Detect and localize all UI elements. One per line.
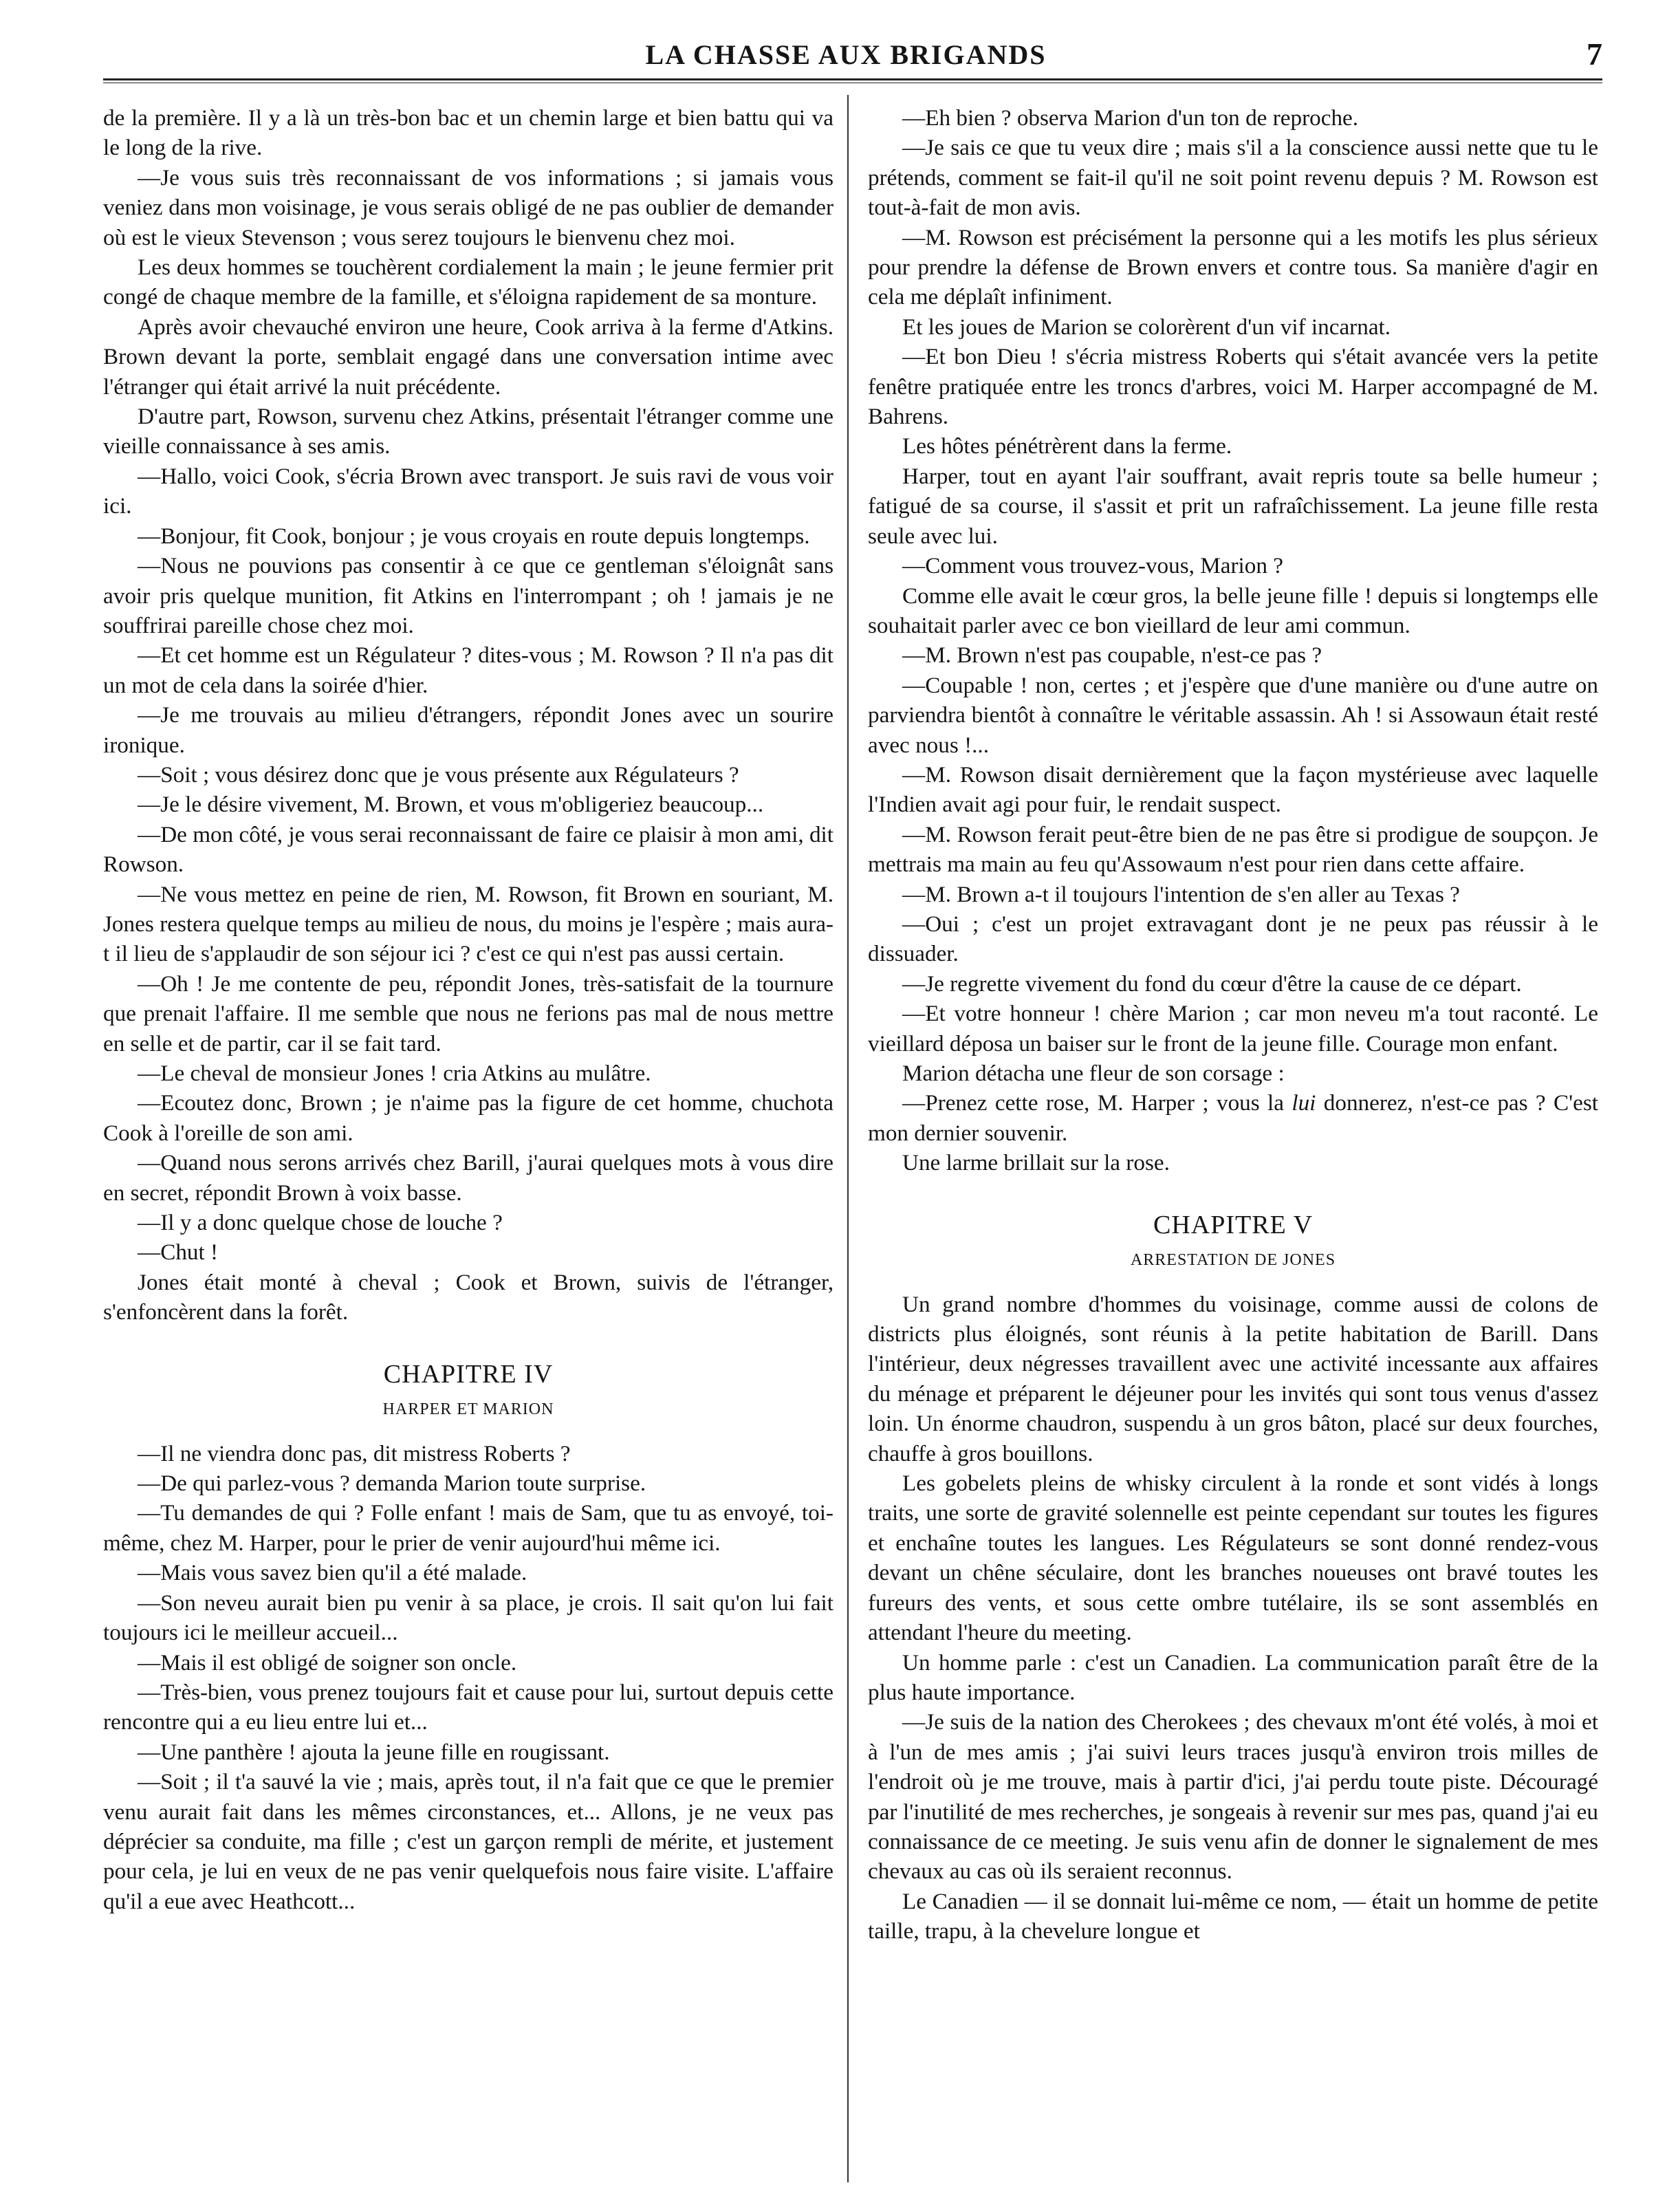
paragraph: Un homme parle : c'est un Canadien. La communication paraît être de la plus haute importance. [868,1649,1598,1705]
paragraph: —Soit ; vous désirez donc que je vous présente aux Régulateurs ? [138,761,739,788]
page-number: 7 [1587,36,1602,72]
paragraph: —Une panthère ! ajouta la jeune fille en rougissant. [138,1739,610,1765]
paragraph: —M. Rowson ferait peut-être bien de ne pas être si prodigue de soupçon. Je mettrais ma main au feu qu'Assowaum n'est pour rien dans cette affaire. [868,821,1598,878]
paragraph: —Hallo, voici Cook, s'écria Brown avec transport. Je suis ravi de vous voir ici. [103,463,834,519]
paragraph: —Quand nous serons arrivés chez Barill, j'aurai quelques mots à vous dire en secret, répondit Brown à voix basse. [103,1150,834,1206]
paragraph: Harper, tout en ayant l'air souffrant, avait repris toute sa belle humeur ; fatigué de sa course, il s'assit et prit un rafraîchissement. La jeune fille resta seule avec lui. [868,463,1598,549]
paragraph: —M. Rowson disait dernièrement que la façon mystérieuse avec laquelle l'Indien avait agi pour fuir, le rendait suspect. [868,761,1598,818]
paragraph: —Et cet homme est un Régulateur ? dites-vous ; M. Rowson ? Il n'a pas dit un mot de cela dans la soirée d'hier. [103,642,834,698]
chapter-iv-subtitle: HARPER ET MARION [382,1400,554,1418]
paragraph: —De mon côté, je vous serai reconnaissant de faire ce plaisir à mon ami, dit Rowson. [103,821,834,878]
paragraph: —M. Rowson est précisément la personne qui a les motifs les plus sérieux pour prendre la défense de Brown envers et contre tous. Sa manière d'agir en cela me déplaît infiniment. [868,224,1598,310]
running-title: LA CHASSE AUX BRIGANDS [645,39,1047,70]
paragraph: —Soit ; il t'a sauvé la vie ; mais, après tout, il n'a fait que ce que le premier venu aurait fait dans les mêmes circonstances, et... Allons, je ne veux pas déprécier sa conduite, ma fille ; c'est un garçon rempli de mérite, et justement pour cela, je lui en veux de ne pas venir quelquefois nous faire visite. L'affaire qu'il a eue avec Heathcott... [103,1769,834,1914]
paragraph: Les hôtes pénétrèrent dans la ferme. [902,433,1232,459]
chapter-iii-ending [103,103,834,1327]
paragraph: —Il y a donc quelque chose de louche ? [138,1210,503,1236]
paragraph: —Je le désire vivement, M. Brown, et vous m'obligeriez beaucoup... [138,792,764,818]
paragraph: —Très-bien, vous prenez toujours fait et cause pour lui, surtout depuis cette rencontre qui a eu lieu entre lui et... [103,1679,834,1735]
paragraph: —Comment vous trouvez-vous, Marion ? [902,553,1283,579]
paragraph: —Prenez cette rose, M. Harper ; vous la lui donnerez, n'est-ce pas ? C'est mon dernier souvenir. [868,1090,1599,1146]
paragraph: Jones était monté à cheval ; Cook et Brown, suivis de l'étranger, s'enfoncèrent dans la forêt. [103,1269,834,1325]
paragraph: —Et bon Dieu ! s'écria mistress Roberts qui s'était avancée vers la petite fenêtre pratiquée entre les troncs d'arbres, voici M. Harper accompagné de M. Bahrens. [868,344,1598,430]
paragraph: —Le cheval de monsieur Jones ! cria Atkins au mulâtre. [138,1061,651,1086]
chapter-v-body [868,1290,1598,1947]
paragraph: Et les joues de Marion se colorèrent d'un vif incarnat. [902,314,1391,340]
paragraph: —M. Brown a-t il toujours l'intention de s'en aller au Texas ? [902,881,1460,907]
chapter-iv-heading: CHAPITRE IV [383,1359,554,1389]
left-column [103,103,834,1916]
header-rule [103,78,1602,83]
paragraph: Le Canadien — il se donnait lui-même ce nom, — était un homme de petite taille, trapu, à la chevelure longue et [868,1888,1598,1944]
paragraph: —De qui parlez-vous ? demanda Marion toute surprise. [138,1471,646,1497]
paragraph: Comme elle avait le cœur gros, la belle jeune fille ! depuis si longtemps elle souhaitait parler avec ce bon vieillard de leur ami commun. [868,583,1598,638]
paragraph: —Oh ! Je me contente de peu, répondit Jones, très-satisfait de la tournure que prenait l'affaire. Il me semble que nous ne ferions pas mal de nous mettre en selle et de partir, car il se fait tard. [103,971,834,1056]
paragraph: —Et votre honneur ! chère Marion ; car mon neveu m'a tout raconté. Le vieillard déposa un baiser sur le front de la jeune fille. Courage mon enfant. [868,1001,1598,1056]
paragraph: —Eh bien ? observa Marion d'un ton de reproche. [902,105,1359,131]
paragraph: —Tu demandes de qui ? Folle enfant ! mais de Sam, que tu as envoyé, toi-même, chez M. Harper, pour le prier de venir aujourd'hui même ici. [103,1500,834,1556]
column-divider [847,95,849,2182]
paragraph: Après avoir chevauché environ une heure, Cook arriva à la ferme d'Atkins. Brown devant la porte, semblait engagé dans une conversation intime avec l'étranger qui était arrivé la nuit précédente. [103,314,834,400]
chapter-iv-body [103,1439,834,1917]
page-header [89,34,1602,83]
paragraph: —Je vous suis très reconnaissant de vos informations ; si jamais vous veniez dans mon voisinage, je vous serais obligé de ne pas oublier de demander où est le vieux Stevenson ; vous serez toujours le bienvenu chez moi. [103,164,834,250]
right-column [868,103,1598,1947]
chapter-v-subtitle: ARRESTATION DE JONES [1130,1250,1336,1269]
paragraph: —Coupable ! non, certes ; et j'espère que d'une manière ou d'une autre on parviendra bientôt à connaître le véritable assassin. Ah ! si Assowaun était resté avec nous !... [868,672,1598,758]
paragraph: Une larme brillait sur la rose. [902,1150,1170,1176]
paragraph: Marion détacha une fleur de son corsage : [902,1061,1285,1086]
paragraph: —Ecoutez donc, Brown ; je n'aime pas la figure de cet homme, chuchota Cook à l'oreille de son ami. [103,1090,834,1146]
paragraph: —Mais vous savez bien qu'il a été malade. [138,1560,527,1586]
paragraph: Les deux hommes se touchèrent cordialement la main ; le jeune fermier prit congé de chaque membre de la famille, et s'éloigna rapidement de sa monture. [103,254,834,310]
paragraph: —Je me trouvais au milieu d'étrangers, répondit Jones avec un sourire ironique. [103,702,834,758]
paragraph: —Il ne viendra donc pas, dit mistress Roberts ? [138,1440,571,1466]
paragraph: —Ne vous mettez en peine de rien, M. Rowson, fit Brown en souriant, M. Jones restera quelque temps au milieu de nous, du moins je l'espère ; mais aura-t il lieu de s'applaudir de son séjour ici ? c'est ce qui n'est pas aussi certain. [103,881,834,967]
paragraph: —Mais il est obligé de soigner son oncle. [138,1649,517,1676]
paragraph: D'autre part, Rowson, survenu chez Atkins, présentait l'étranger comme une vieille connaissance à ses amis. [103,404,834,459]
paragraph: de la première. Il y a là un très-bon bac et un chemin large et bien battu qui va le long de la rive. [103,105,834,161]
chapter-v-heading: CHAPITRE V [1153,1210,1314,1239]
paragraph: Un grand nombre d'hommes du voisinage, comme aussi de colons de districts plus éloignés, sont réunis à la petite habitation de Barill. Dans l'intérieur, deux négresses travaillent avec une activité incessante aux affaires du ménage et préparent le déjeuner pour les invités qui sont tous venus d'assez loin. Un énorme chaudron, suspendu à un gros bâton, placé sur deux fourches, chauffe à gros bouillons. [868,1291,1598,1466]
paragraph: —Son neveu aurait bien pu venir à sa place, je crois. Il sait qu'on lui fait toujours ici le meilleur accueil... [103,1590,834,1646]
paragraph: —Nous ne pouvions pas consentir à ce que ce gentleman s'éloignât sans avoir pris quelque munition, fit Atkins en l'interrompant ; oh ! jamais je ne souffrirai pareille chose chez moi. [103,553,834,638]
paragraph: —Chut ! [138,1239,219,1266]
paragraph: —Bonjour, fit Cook, bonjour ; je vous croyais en route depuis longtemps. [138,523,810,549]
paragraph: —Oui ; c'est un projet extravagant dont je ne peux pas réussir à le dissuader. [868,911,1598,967]
paragraph: —M. Brown n'est pas coupable, n'est-ce pas ? [902,642,1322,669]
paragraph: —Je suis de la nation des Cherokees ; des chevaux m'ont été volés, à moi et à l'un de mes amis ; j'ai suivi leurs traces jusqu'à environ trois milles de l'endroit où je me trouve, mais à partir d'ici, j'ai perdu toute piste. Découragé par l'inutilité de mes recherches, je songeais à revenir sur mes pas, quand j'ai eu connaissance de ce meeting. Je suis venu afin de donner le signalement de mes chevaux au cas où ils seraient reconnus. [868,1709,1598,1885]
chapter-iv-continued [868,103,1598,1178]
paragraph: —Je regrette vivement du fond du cœur d'être la cause de ce départ. [902,971,1522,997]
paragraph: —Je sais ce que tu veux dire ; mais s'il a la conscience aussi nette que tu le prétends, comment se fait-il qu'il ne soit point revenu depuis ? M. Rowson est tout-à-fait de mon avis. [868,135,1598,221]
paragraph: Les gobelets pleins de whisky circulent à la ronde et sont vidés à longs traits, une sorte de gravité solennelle est peinte cependant sur toutes les figures et enchaîne toutes les langues. Les Régulateurs se sont donné rendez-vous devant un chêne séculaire, dont les branches noueuses ont bravé toutes les fureurs des vents, et sous cette ombre tutélaire, ils se sont assemblés en attendant l'heure du meeting. [868,1471,1598,1646]
